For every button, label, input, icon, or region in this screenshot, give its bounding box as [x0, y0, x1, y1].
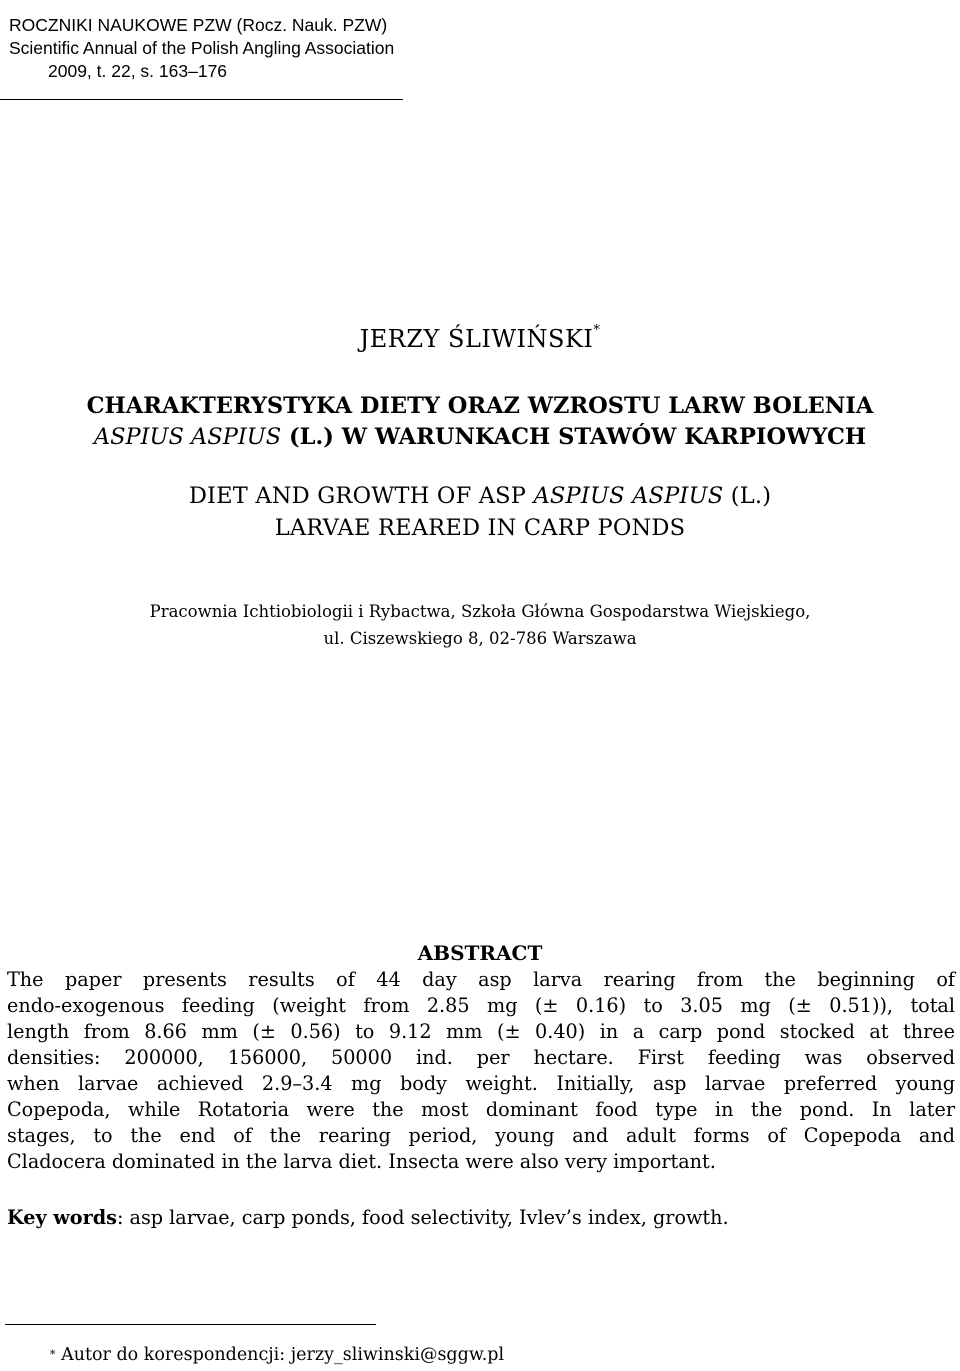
species-name-italic: ASPIUS ASPIUS [93, 424, 282, 450]
journal-name-polish: ROCZNIKI NAUKOWE PZW (Rocz. Nauk. PZW) [9, 15, 388, 35]
species-name-italic-en: ASPIUS ASPIUS [533, 483, 724, 509]
author-name: JERZY ŚLIWIŃSKI* [359, 323, 601, 353]
abstract-line: Copepoda, while Rotatoria were the most dominant food type in the pond. In later [7, 1098, 955, 1121]
keywords-label: Key words [7, 1206, 117, 1229]
title-english-line-1: DIET AND GROWTH OF ASP ASPIUS ASPIUS (L.) [188, 483, 772, 509]
abstract-line: stages, to the end of the rearing period, young and adult forms of Copepoda and [7, 1124, 955, 1147]
journal-header [9, 14, 394, 83]
correspondence-footnote [50, 1343, 504, 1367]
footnote-text: Autor do korespondencji: jerzy_sliwinski@sggw.pl [55, 1345, 505, 1365]
journal-volume-pages: 2009, t. 22, s. 163–176 [48, 61, 228, 81]
abstract-line: length from 8.66 mm (± 0.56) to 9.12 mm (± 0.40) in a carp pond stocked at three [7, 1020, 955, 1043]
keywords [7, 1205, 729, 1231]
title-polish-line-2: ASPIUS ASPIUS (L.) W WARUNKACH STAWÓW KARPIOWYCH [93, 424, 867, 450]
keywords-text: : asp larvae, carp ponds, food selectivity, Ivlev’s index, growth. [116, 1206, 729, 1229]
footnote-mark: * [50, 1348, 56, 1361]
affiliation [0, 598, 960, 652]
title-english-line-2: LARVAE REARED IN CARP PONDS [274, 515, 686, 541]
affiliation-line-1: Pracownia Ichtiobiologii i Rybactwa, Szkoła Główna Gospodarstwa Wiejskiego, [149, 602, 811, 621]
abstract-line: when larvae achieved 2.9–3.4 mg body weight. Initially, asp larvae preferred young [7, 1072, 955, 1095]
footnote-rule [5, 1324, 376, 1325]
title-polish-line-1: CHARAKTERYSTYKA DIETY ORAZ WZROSTU LARW BOLENIA [86, 393, 874, 419]
abstract-line: Cladocera dominated in the larva diet. Insecta were also very important. [7, 1150, 716, 1173]
header-rule [0, 99, 403, 100]
author-footnote-mark: * [593, 323, 601, 338]
title-polish [0, 391, 960, 453]
affiliation-line-2: ul. Ciszewskiego 8, 02-786 Warszawa [323, 629, 637, 648]
abstract-heading: ABSTRACT [417, 941, 543, 965]
abstract-line: densities: 200000, 156000, 50000 ind. per hectare. First feeding was observed [7, 1046, 955, 1069]
abstract-line: endo-exogenous feeding (weight from 2.85 mg (± 0.16) to 3.05 mg (± 0.51)), total [7, 994, 955, 1017]
abstract-line: The paper presents results of 44 day asp larva rearing from the beginning of [7, 968, 955, 991]
abstract-body [7, 967, 955, 1175]
title-english [0, 480, 960, 544]
journal-name-english: Scientific Annual of the Polish Angling Association [9, 38, 395, 58]
